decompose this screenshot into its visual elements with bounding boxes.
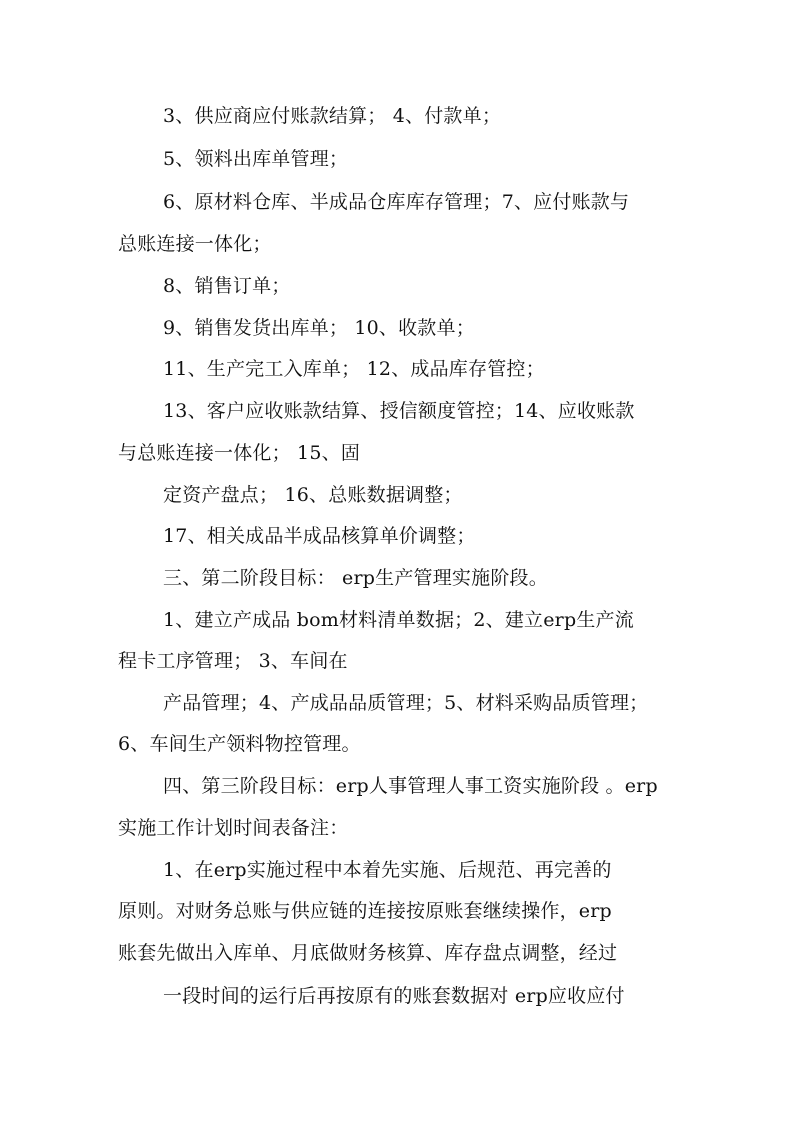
text-line: 6、原材料仓库、半成品仓库库存管理；7、应付账款与 [163, 191, 630, 213]
text-line: 1、建立产成品 bom材料清单数据；2、建立erp生产流 [163, 609, 634, 631]
text-line: 总账连接一体化； [118, 233, 272, 255]
text-line: 一段时间的运行后再按原有的账套数据对 erp应收应付 [163, 985, 625, 1007]
section-heading: 四、第三阶段目标：erp人事管理人事工资实施阶段 。erp [163, 775, 658, 797]
text-line: 8、销售订单； [163, 275, 291, 297]
text-line: 6、车间生产领料物控管理。 [118, 733, 361, 755]
text-line: 17、相关成品半成品核算单价调整； [163, 525, 476, 547]
text-line: 定资产盘点； 16、总账数据调整； [163, 484, 463, 506]
section-heading: 三、第二阶段目标： erp生产管理实施阶段。 [163, 567, 548, 589]
text-line: 产品管理；4、产成品品质管理；5、材料采购品质管理； [163, 692, 649, 714]
text-line: 11、生产完工入库单； 12、成品库存管控； [163, 358, 545, 380]
text-line: 与总账连接一体化； 15、固 [118, 442, 361, 464]
text-line: 5、领料出库单管理； [163, 148, 349, 170]
text-line: 3、供应商应付账款结算； 4、付款单； [163, 105, 502, 127]
text-line: 9、销售发货出库单； 10、收款单； [163, 317, 475, 339]
text-line: 原则。对财务总账与供应链的连接按原账套继续操作，erp [118, 900, 612, 922]
text-line: 账套先做出入库单、月底做财务核算、库存盘点调整，经过 [118, 942, 618, 964]
text-line: 13、客户应收账款结算、授信额度管控；14、应收账款 [163, 400, 635, 422]
text-line: 1、在erp实施过程中本着先实施、后规范、再完善的 [163, 859, 612, 881]
text-line: 实施工作计划时间表备注： [118, 817, 349, 839]
text-line: 程卡工序管理； 3、车间在 [118, 650, 348, 672]
